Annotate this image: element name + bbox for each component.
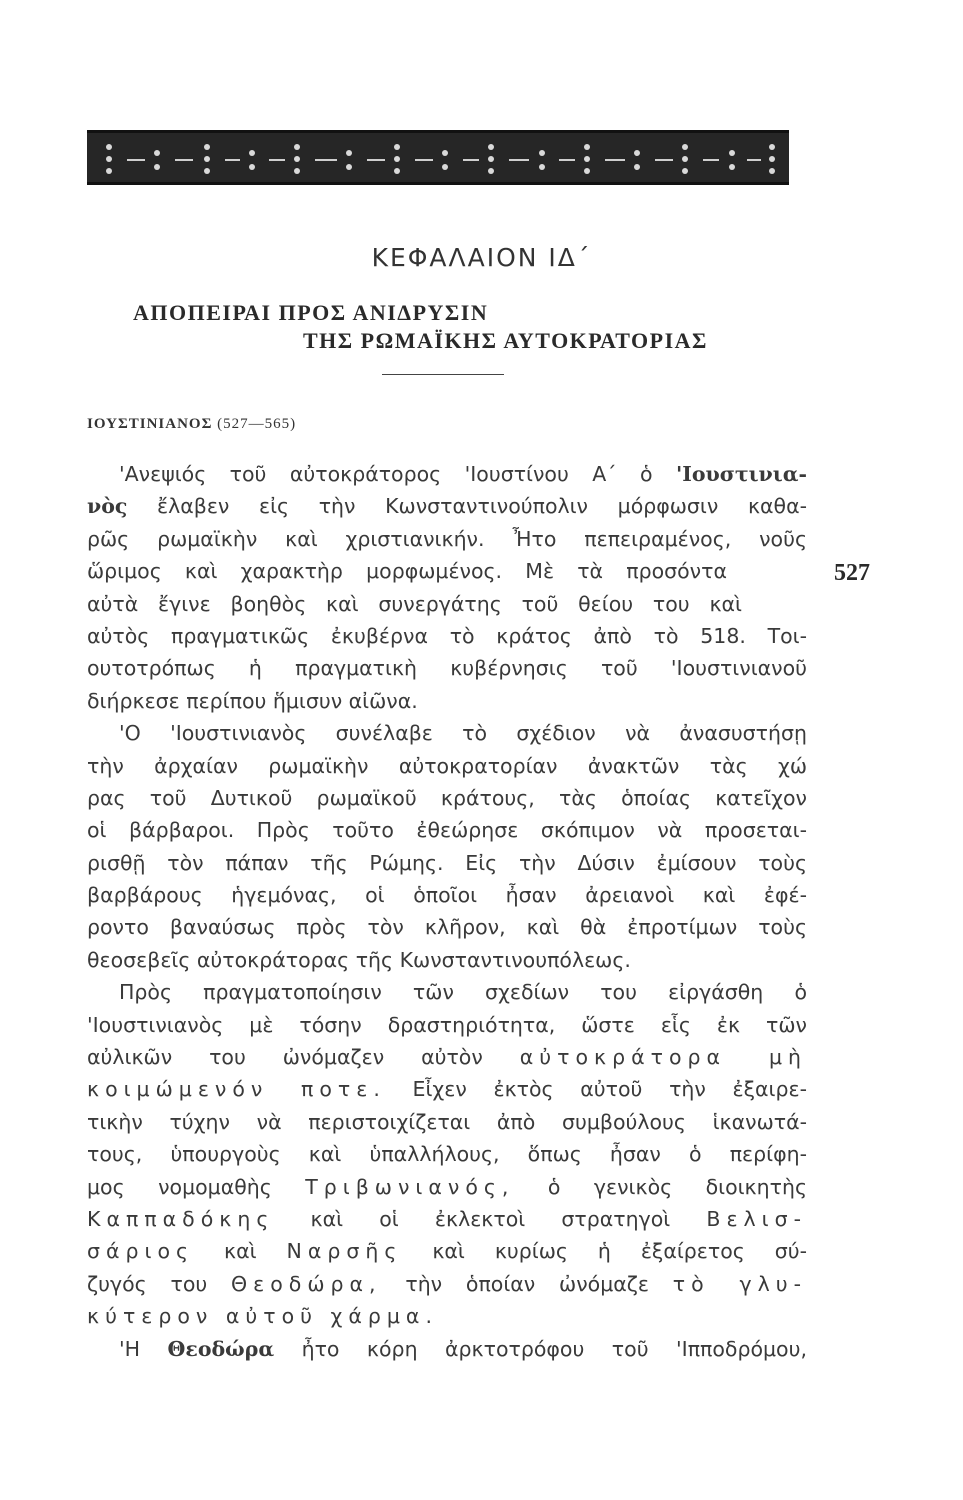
title-divider	[382, 374, 504, 375]
text-line: ρας τοῦ Δυτικοῦ ρωμαϊκοῦ κράτους, τὰς ὁποίας κατεῖχον	[87, 785, 807, 810]
text-line: 'Ιουστινιανὸς μὲ τόσην δραστηριότητα, ὥστε εἷς ἐκ τῶν	[87, 1012, 807, 1037]
text-line: νὸς ἔλαβεν εἰς τὴν Κωνσταντινούπολιν μόρφωσιν καθα-	[87, 494, 807, 519]
body-text	[87, 458, 807, 1365]
text-line: κοιμώμενόν ποτε. Εἶχεν ἐκτὸς αὐτοῦ τὴν ἐξαιρε-	[87, 1077, 807, 1102]
text-line: κύτερον αὐτοῦ χάρμα.	[87, 1304, 438, 1329]
text-line: ρισθῇ τὸν πάπαν τῆς Ρώμης. Εἰς τὴν Δύσιν ἐμίσουν τοὺς	[87, 850, 807, 875]
section-name: ΙΟΥΣΤΙΝΙΑΝΟΣ	[87, 416, 213, 432]
ornament-pattern-icon	[87, 133, 789, 182]
text-line: Πρὸς πραγματοποίησιν τῶν σχεδίων του εἰργάσθη ὁ	[119, 980, 807, 1005]
text-line: ροντο βαναύσως πρὸς τὸν κλῆρον, καὶ θὰ ἐπροτίμων τοὺς	[87, 915, 807, 940]
ornament-band	[87, 130, 789, 185]
text-line: 'Ανεψιός τοῦ αὐτοκράτορος 'Ιουστίνου Α΄ ὁ 'Ιουστινια-	[119, 462, 807, 486]
section-heading	[87, 416, 296, 433]
margin-year-note: 527	[834, 560, 870, 586]
text-line: διήρκεσε περίπου ἥμισυν αἰῶνα.	[87, 688, 418, 713]
chapter-title-line-1: ΑΠΟΠΕΙΡΑΙ ΠΡΟΣ ΑΝΙΔΡΥΣΙΝ	[133, 300, 489, 325]
text-line: οἱ βάρβαροι. Πρὸς τοῦτο ἐθεώρησε σκόπιμον νὰ προσεται-	[87, 818, 807, 843]
text-line: Καππαδόκης καὶ οἱ ἐκλεκτοὶ στρατηγοὶ Βελισ-	[87, 1206, 807, 1231]
text-line: σάριος καὶ Ναρσῆς καὶ κυρίως ἡ ἐξαίρετος σύ-	[87, 1239, 807, 1264]
section-years: (527—565)	[217, 416, 297, 432]
chapter-label: ΚΕΦΑΛΑΙΟΝ ΙΔ΄	[371, 243, 592, 272]
text-line: ὥριμος καὶ χαρακτὴρ μορφωμένος. Μὲ τὰ προσόντα	[87, 559, 727, 584]
text-line: τὴν ἀρχαίαν ρωμαϊκὴν αὐτοκρατορίαν ἀνακτῶν τὰς χώ	[87, 753, 807, 778]
text-line: τικὴν τύχην νὰ περιστοιχίζεται ἀπὸ συμβούλους ἱκανωτά-	[87, 1109, 807, 1134]
text-line: αὐλικῶν του ὠνόμαζεν αὐτὸν αὐτοκράτορα μὴ	[87, 1045, 807, 1070]
text-line: τους, ὑπουργοὺς καὶ ὑπαλλήλους, ὅπως ἦσαν ὁ περίφη-	[87, 1142, 807, 1167]
text-line: 'Η Θεοδώρα ἦτο κόρη ἀρκτοτρόφου τοῦ 'Ιπποδρόμου,	[119, 1336, 807, 1361]
text-line: αὐτὰ ἔγινε βοηθὸς καὶ συνεργάτης τοῦ θείου του καὶ	[87, 591, 742, 616]
text-line: 'Ο 'Ιουστινιανὸς συνέλαβε τὸ σχέδιον νὰ ἀνασυστήσῃ	[119, 721, 807, 746]
text-line: θεοσεβεῖς αὐτοκράτορας τῆς Κωνσταντινουπόλεως.	[87, 947, 631, 972]
text-line: ρῶς ρωμαϊκὴν καὶ χριστιανικήν. Ἦτο πεπειραμένος, νοῦς	[87, 526, 807, 551]
text-line: βαρβάρους ἡγεμόνας, οἱ ὁποῖοι ἦσαν ἀρειανοὶ καὶ ἐφέ-	[87, 883, 807, 908]
text-line: μος νομομαθὴς Τριβωνιανός, ὁ γενικὸς διοικητὴς	[87, 1174, 807, 1199]
text-line: ζυγός του Θεοδώρα, τὴν ὁποίαν ὠνόμαζε τὸ γλυ-	[87, 1271, 807, 1296]
text-line: ουτοτρόπως ἡ πραγματικὴ κυβέρνησις τοῦ 'Ιουστινιανοῦ	[87, 656, 807, 681]
chapter-title-line-2: ΤΗΣ ΡΩΜΑΪΚΗΣ ΑΥΤΟΚΡΑΤΟΡΙΑΣ	[303, 328, 708, 353]
text-line: αὐτὸς πραγματικῶς ἐκυβέρνα τὸ κράτος ἀπὸ τὸ 518. Τοι-	[87, 623, 807, 648]
